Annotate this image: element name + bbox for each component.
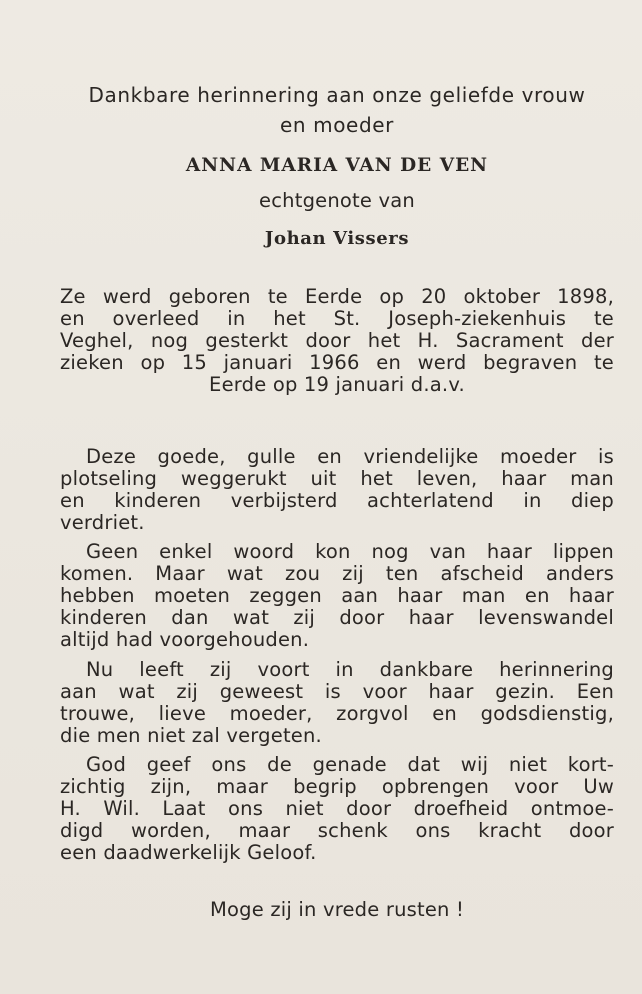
spouse-name: Johan Vissers	[264, 228, 410, 249]
paragraph-line: trouwe, lieve moeder, zorgvol en godsdienstig,	[60, 702, 614, 725]
paragraph-line: komen. Maar wat zou zij ten afscheid anders	[60, 562, 614, 585]
paragraph-line: altijd had voorgehouden.	[60, 628, 310, 651]
paragraph-line: Geen enkel woord kon nog van haar lippen	[86, 540, 614, 563]
closing-prayer: Moge zij in vrede rusten !	[209, 898, 465, 921]
biography-line: Eerde op 19 januari d.a.v.	[209, 373, 465, 396]
paragraph-line: digd worden, maar schenk ons kracht door	[60, 819, 614, 842]
dedication-line-1: Dankbare herinnering aan onze geliefde vrouw	[88, 83, 586, 107]
biography-line: Veghel, nog gesterkt door het H. Sacrament der	[60, 329, 614, 352]
spouse-label: echtgenote van	[259, 189, 415, 212]
paragraph-line: plotseling weggerukt uit het leven, haar man	[60, 467, 614, 490]
paragraph-line: Deze goede, gulle en vriendelijke moeder is	[86, 445, 614, 468]
paragraph-line: Nu leeft zij voort in dankbare herinnering	[86, 658, 614, 681]
paragraph-line: aan wat zij geweest is voor haar gezin. Een	[60, 680, 614, 703]
paragraph-line: hebben moeten zeggen aan haar man en haar	[60, 584, 614, 607]
paragraph-line: H. Wil. Laat ons niet door droefheid ontmoe-	[60, 797, 614, 820]
dedication-line-2: en moeder	[280, 113, 394, 137]
paragraph-line: zichtig zijn, maar begrip opbrengen voor Uw	[60, 775, 614, 798]
paragraph-line: kinderen dan wat zij door haar levenswandel	[60, 606, 614, 629]
deceased-name: ANNA MARIA VAN DE VEN	[185, 155, 489, 176]
biography-line: zieken op 15 januari 1966 en werd begraven te	[60, 351, 614, 374]
paragraph-line: een daadwerkelijk Geloof.	[60, 841, 317, 864]
biography-line: en overleed in het St. Joseph-ziekenhuis te	[60, 307, 614, 330]
paragraph-line: verdriet.	[60, 511, 145, 534]
paragraph-line: en kinderen verbijsterd achterlatend in diep	[60, 489, 614, 512]
paragraph-line: God geef ons de genade dat wij niet kort-	[86, 753, 614, 776]
paragraph-line: die men niet zal vergeten.	[60, 724, 322, 747]
biography-line: Ze werd geboren te Eerde op 20 oktober 1898,	[60, 285, 614, 308]
